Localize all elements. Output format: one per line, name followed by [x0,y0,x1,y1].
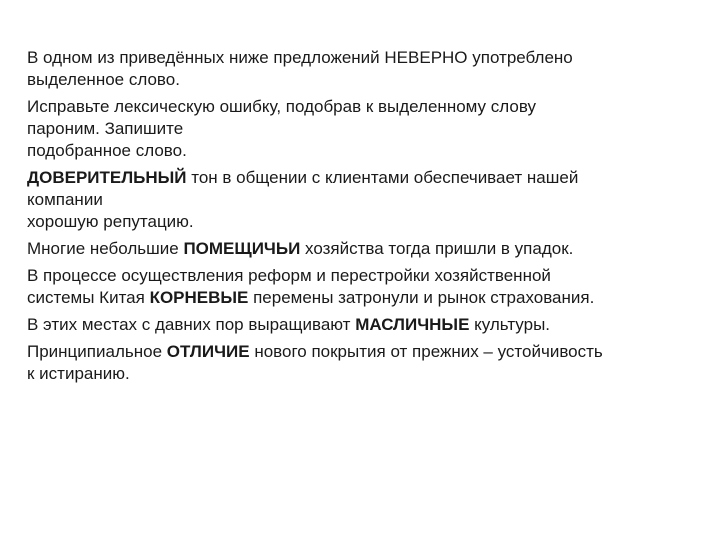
sentence-3 [27,265,697,309]
sentence-text: Многие небольшие [27,239,184,258]
sentence-line [27,341,697,363]
sentence-line [27,238,697,260]
sentence-5 [27,341,697,385]
sentence-text: хозяйства тогда пришли в упадок. [300,239,574,258]
instruction-line: выделенное слово. [27,70,180,89]
highlighted-word: ПОМЕЩИЧЬИ [183,239,301,258]
sentence-line: хорошую репутацию. [27,212,194,231]
sentence-text: В этих местах с давних пор выращивают [27,315,356,334]
highlighted-word: МАСЛИЧНЫЕ [355,315,470,334]
sentence-line [27,287,697,309]
task-line: пароним. Запишите [27,119,184,138]
highlighted-word: ОТЛИЧИЕ [166,342,250,361]
highlighted-word: КОРНЕВЫЕ [149,288,249,307]
sentence-4 [27,314,697,336]
sentence-text: Принципиальное [27,342,167,361]
highlighted-word: ДОВЕРИТЕЛЬНЫЙ [27,168,187,187]
task-line: подобранное слово. [27,141,187,160]
sentence-line [27,314,697,336]
sentence-1 [27,167,697,233]
sentence-text: культуры. [469,315,551,334]
sentence-text: тон в общении с клиентами обеспечивает нашей [186,168,579,187]
instruction-paragraph [27,47,697,91]
task-line: Исправьте лексическую ошибку, подобрав к выделенному слову [27,97,536,116]
sentence-line: В процессе осуществления реформ и перестройки хозяйственной [27,266,551,285]
sentence-text: перемены затронули и рынок страхования. [248,288,595,307]
sentence-text: системы Китая [27,288,150,307]
sentence-line: компании [27,190,103,209]
instruction-line: В одном из приведённых ниже предложений НЕВЕРНО употреблено [27,48,573,67]
task-paragraph [27,96,697,162]
sentence-line: к истиранию. [27,364,130,383]
sentence-text: нового покрытия от прежних – устойчивость [249,342,603,361]
slide-text [27,47,697,390]
sentence-2 [27,238,697,260]
sentence-line [27,167,697,189]
